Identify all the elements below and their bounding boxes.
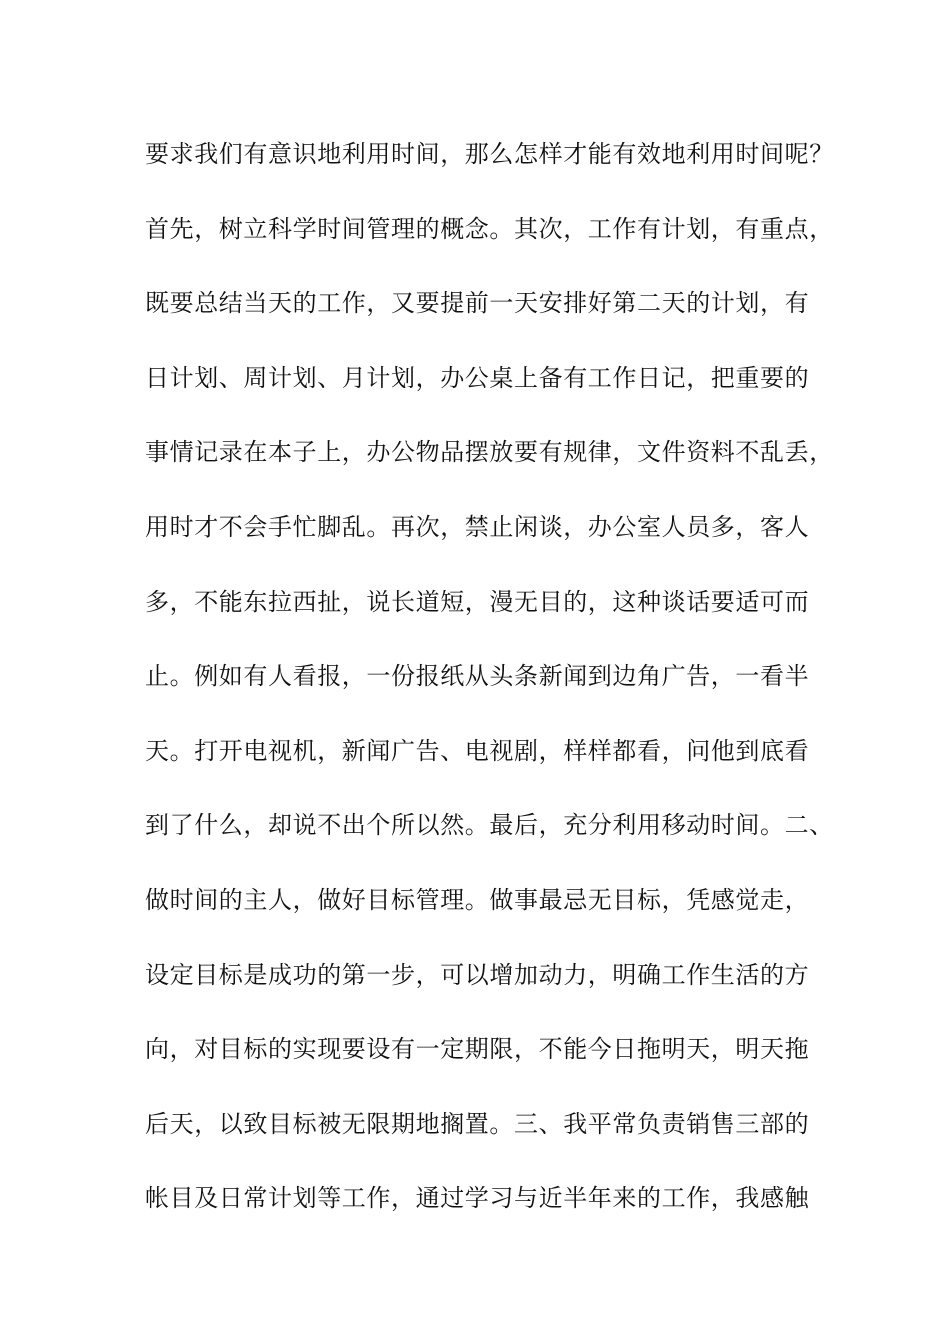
text-line: 事情记录在本子上，办公物品摆放要有规律，文件资料不乱丢，: [145, 438, 834, 467]
text-line: 帐目及日常计划等工作，通过学习与近半年来的工作，我感触: [145, 1184, 810, 1213]
text-line: 多，不能东拉西扯，说长道短，漫无目的，这种谈话要适可而: [145, 587, 810, 616]
text-line: 设定目标是成功的第一步，可以增加动力，明确工作生活的方: [145, 960, 810, 989]
body-text: [145, 131, 835, 1250]
text-line: 到了什么，却说不出个所以然。最后，充分利用移动时间。二、: [145, 811, 834, 840]
text-line: 后天，以致目标被无限期地搁置。三、我平常负责销售三部的: [145, 1109, 810, 1138]
text-line: 向，对目标的实现要设有一定期限，不能今日拖明天，明天拖: [145, 1035, 810, 1064]
text-line: 天。打开电视机，新闻广告、电视剧，样样都看，问他到底看: [145, 736, 810, 765]
text-line: 日计划、周计划、月计划，办公桌上备有工作日记，把重要的: [145, 363, 810, 392]
text-line: 既要总结当天的工作，又要提前一天安排好第二天的计划，有: [145, 289, 810, 318]
text-line: 用时才不会手忙脚乱。再次，禁止闲谈，办公室人员多，客人: [145, 512, 810, 541]
text-line: 首先，树立科学时间管理的概念。其次，工作有计划，有重点，: [145, 214, 834, 243]
text-line: 要求我们有意识地利用时间，那么怎样才能有效地利用时间呢？: [145, 140, 834, 168]
text-line: 做时间的主人，做好目标管理。做事最忌无目标，凭感觉走，: [145, 885, 810, 914]
text-line: 止。例如有人看报，一份报纸从头条新闻到边角广告，一看半: [145, 662, 810, 691]
